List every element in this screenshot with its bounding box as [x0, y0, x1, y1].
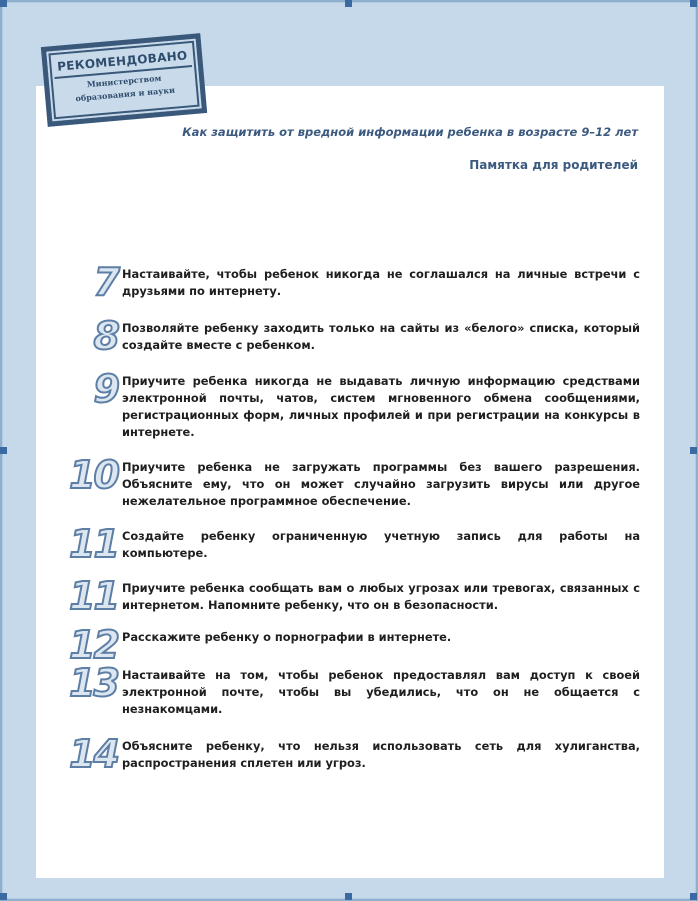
document-title: Памятка для родителей [469, 158, 638, 172]
resize-handle-bottom-right[interactable] [690, 893, 697, 900]
item-text: Расскажите ребенку о порнографии в интернете. [122, 630, 452, 644]
item-number: 7 [93, 260, 118, 304]
resize-handle-bottom-left[interactable] [0, 893, 7, 900]
resize-handle-top-left[interactable] [0, 0, 7, 7]
resize-handle-top-center[interactable] [345, 0, 352, 7]
stamp-title: РЕКОМЕНДОВАНО [53, 48, 192, 79]
item-text: Настаивайте на том, чтобы ребенок предоставлял вам доступ к своей электронной почте, чтобы вы убедились, что он не общается с незнакомцами. [122, 668, 640, 716]
item-number: 13 [69, 661, 118, 705]
recommended-stamp [41, 33, 207, 127]
item-text: Позволяйте ребенку заходить только на сайты из «белого» списка, который создайте вместе с ребенком. [122, 321, 640, 352]
item-number: 12 [69, 623, 118, 667]
item-text: Создайте ребенку ограниченную учетную запись для работы на компьютере. [122, 529, 640, 560]
item-number: 11 [69, 522, 118, 566]
item-number: 8 [93, 314, 118, 358]
resize-handle-middle-left[interactable] [0, 447, 7, 454]
document-subtitle: Как защитить от вредной информации ребенка в возрасте 9–12 лет [182, 125, 638, 139]
item-number: 14 [69, 732, 118, 776]
resize-handle-top-right[interactable] [690, 0, 697, 7]
item-text: Настаивайте, чтобы ребенок никогда не соглашался на личные встречи с друзьями по интернету. [122, 267, 640, 298]
item-number: 10 [69, 453, 118, 497]
item-text: Приучите ребенка никогда не выдавать личную информацию средствами электронной почты, чатов, систем мгновенного обмена сообщениями, регистрационных форм, личных профилей и при регистрации на конкурсы в интернете. [122, 374, 640, 439]
stamp-line-2: образования и науки [75, 84, 176, 104]
item-text: Приучите ребенка не загружать программы без вашего разрешения. Объясните ему, что он может случайно загрузить вирусы или другое нежелательное программное обеспечение. [122, 460, 640, 508]
resize-handle-middle-right[interactable] [690, 447, 697, 454]
item-number: 9 [93, 367, 118, 411]
item-text: Объясните ребенку, что нельзя использовать сеть для хулиганства, распространения сплетен или угроз. [122, 739, 640, 770]
item-text: Приучите ребенка сообщать вам о любых угрозах или тревогах, связанных с интернетом. Напомните ребенку, что он в безопасности. [122, 581, 640, 612]
stamp-line-1: Министерством [86, 72, 162, 90]
item-number: 11 [69, 574, 118, 618]
resize-handle-bottom-center[interactable] [345, 893, 352, 900]
